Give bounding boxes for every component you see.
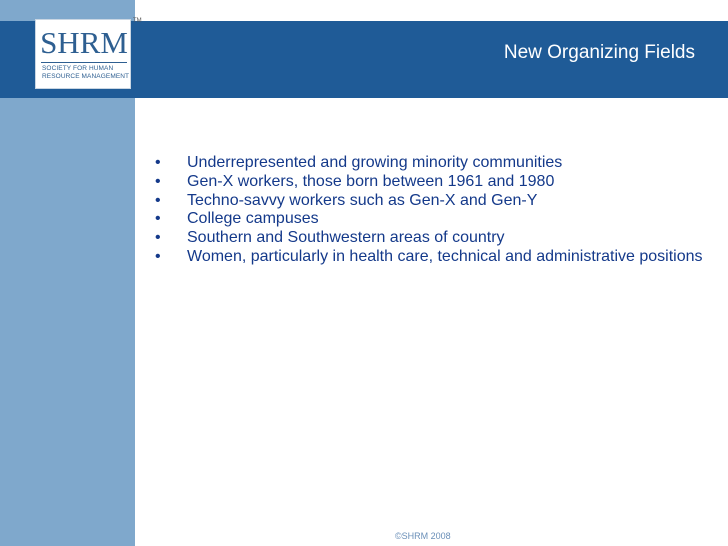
bullet-icon: • [155, 154, 161, 171]
bullet-text: College campuses [187, 210, 319, 228]
bullet-icon: • [155, 247, 161, 265]
bullet-list [155, 154, 715, 267]
bullet-item [155, 229, 715, 248]
bullet-item [155, 248, 715, 267]
bullet-text: Women, particularly in health care, technical and administrative positions [187, 247, 703, 265]
bullet-item [155, 173, 715, 192]
logo-mark: SHRM [40, 25, 128, 60]
bullet-item [155, 192, 715, 211]
bullet-icon: • [155, 210, 161, 228]
logo-divider [41, 62, 127, 63]
bullet-text: Underrepresented and growing minority communities [187, 154, 563, 171]
bullet-text: Southern and Southwestern areas of country [187, 229, 505, 247]
bullet-item [155, 210, 715, 229]
bullet-text: Gen-X workers, those born between 1961 and 1980 [187, 172, 555, 190]
bullet-icon: • [155, 172, 161, 190]
copyright-footer: ©SHRM 2008 [395, 531, 451, 541]
logo-subtitle: SOCIETY FOR HUMAN RESOURCE MANAGEMENT [42, 65, 130, 80]
bullet-icon: • [155, 191, 161, 209]
bullet-icon: • [155, 229, 161, 247]
trademark-symbol: TM [133, 18, 142, 24]
bullet-text: Techno-savvy workers such as Gen-X and Gen-Y [187, 191, 538, 209]
slide-title: New Organizing Fields [503, 42, 695, 63]
shrm-logo [35, 19, 131, 89]
bullet-item [155, 154, 715, 173]
